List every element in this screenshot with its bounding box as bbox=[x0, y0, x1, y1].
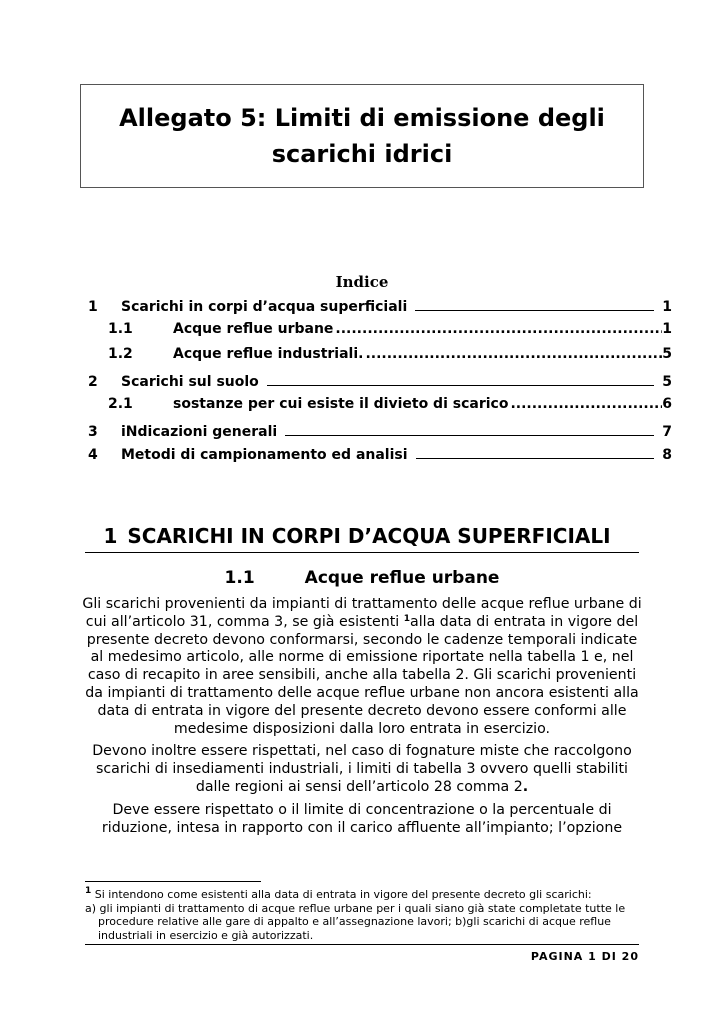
toc-entry-2[interactable] bbox=[88, 373, 672, 390]
toc-number: 1 bbox=[88, 299, 98, 315]
toc-text: Scarichi sul suolo bbox=[121, 374, 259, 390]
toc-page: 1 bbox=[662, 321, 672, 337]
paragraph-2-period: . bbox=[522, 778, 529, 795]
section-heading bbox=[85, 524, 639, 553]
toc-text: Scarichi in corpi d’acqua superficiali bbox=[121, 299, 408, 315]
paragraph-3: Deve essere rispettato o il limite di concentrazione o la percentuale di riduzione, intesa in rapporto con il carico affluente all’impianto; l’opzione bbox=[101, 801, 623, 836]
toc-page: 7 bbox=[662, 424, 672, 440]
toc-entry-1[interactable] bbox=[88, 298, 672, 315]
subsection-number: 1.1 bbox=[224, 568, 255, 588]
toc-page: 8 bbox=[662, 447, 672, 463]
title-box bbox=[80, 84, 644, 188]
toc-text: iNdicazioni generali bbox=[121, 424, 278, 440]
section-title: SCARICHI IN CORPI D’ACQUA SUPERFICIALI bbox=[127, 524, 611, 548]
toc-text: Acque reflue urbane bbox=[173, 321, 334, 337]
toc-page: 1 bbox=[662, 299, 672, 315]
toc-page: 5 bbox=[662, 374, 672, 390]
paragraph-1-end: alla data di entrata in vigore del presente decreto devono conformarsi, secondo le cadenze temporali indicate al medesimo articolo, alle norme di emissione riportate nella tabella 1 e, nel caso di recapito in aree sensibili, anche alla tabella 2. Gli scarichi provenienti da impianti di trattamento delle acque reflue urbane non ancora esistenti alla data di entrata in vigore del presente decreto devono essere conformi alle medesime disposizioni dalla loro entrata in esercizio. bbox=[85, 613, 639, 737]
toc-leader bbox=[285, 423, 654, 436]
paragraph-1-start: Gli scarichi provenienti da impianti di trattamento delle acque reflue urbane di cui all’articolo 31, comma 3, se già esistenti bbox=[82, 596, 642, 630]
toc-entry-3[interactable] bbox=[88, 423, 672, 440]
toc-number: 2.1 bbox=[108, 396, 133, 412]
toc-leader bbox=[415, 298, 654, 311]
toc-text: Metodi di campionamento ed analisi bbox=[121, 447, 408, 463]
paragraph-1 bbox=[82, 596, 642, 738]
body-text bbox=[82, 596, 642, 842]
toc-text: Acque reflue industriali. bbox=[173, 346, 364, 362]
toc-text: sostanze per cui esiste il divieto di scarico bbox=[173, 396, 509, 412]
toc-leader bbox=[510, 396, 662, 412]
footnote-text: Si intendono come esistenti alla data di entrata in vigore del presente decreto gli scarichi: bbox=[91, 888, 592, 901]
page-footer: PAGINA 1 DI 20 bbox=[530, 950, 639, 963]
footnote-line-4: industriali in esercizio e già autorizzati. bbox=[98, 928, 314, 942]
toc-entry-2-1[interactable] bbox=[108, 396, 672, 412]
footnote bbox=[85, 888, 645, 942]
footnote-separator bbox=[85, 881, 261, 882]
toc-leader bbox=[365, 346, 662, 362]
subsection-title: Acque reflue urbane bbox=[304, 568, 500, 588]
toc-number: 1.2 bbox=[108, 346, 133, 362]
document-title: Allegato 5: Limiti di emissione degli scarichi idrici bbox=[119, 104, 605, 168]
footnote-line-2: a) gli impianti di trattamento di acque reflue urbane per i quali siano già state completate tutte le bbox=[85, 901, 626, 915]
toc-leader bbox=[267, 373, 654, 386]
footnote-mark: 1 bbox=[85, 886, 92, 896]
toc-number: 3 bbox=[88, 424, 98, 440]
footnote-line-1 bbox=[85, 888, 645, 902]
footnote-ref[interactable]: 1 bbox=[403, 613, 411, 624]
toc-page: 5 bbox=[662, 346, 672, 362]
subsection-heading bbox=[0, 568, 724, 588]
paragraph-2-text: Devono inoltre essere rispettati, nel caso di fognature miste che raccolgono scarichi di insediamenti industriali, i limiti di tabella 3 ovvero quelli stabiliti dalle regioni ai sensi dell’articolo 28 comma 2 bbox=[92, 743, 632, 795]
toc-leader bbox=[335, 321, 662, 337]
index-heading: Indice bbox=[335, 273, 389, 291]
toc-entry-1-2[interactable] bbox=[108, 346, 672, 362]
paragraph-2 bbox=[82, 743, 642, 796]
toc-leader bbox=[416, 446, 655, 459]
toc-entry-4[interactable] bbox=[88, 446, 672, 463]
toc-page: 6 bbox=[662, 396, 672, 412]
toc-number: 1.1 bbox=[108, 321, 133, 337]
footer-separator bbox=[85, 944, 639, 945]
toc-number: 2 bbox=[88, 374, 98, 390]
section-number: 1 bbox=[103, 524, 118, 548]
toc-number: 4 bbox=[88, 447, 98, 463]
footnote-line-3: procedure relative alle gare di appalto e all’assegnazione lavori; b)gli scarichi di acque reflue bbox=[98, 915, 611, 929]
toc-entry-1-1[interactable] bbox=[108, 321, 672, 337]
